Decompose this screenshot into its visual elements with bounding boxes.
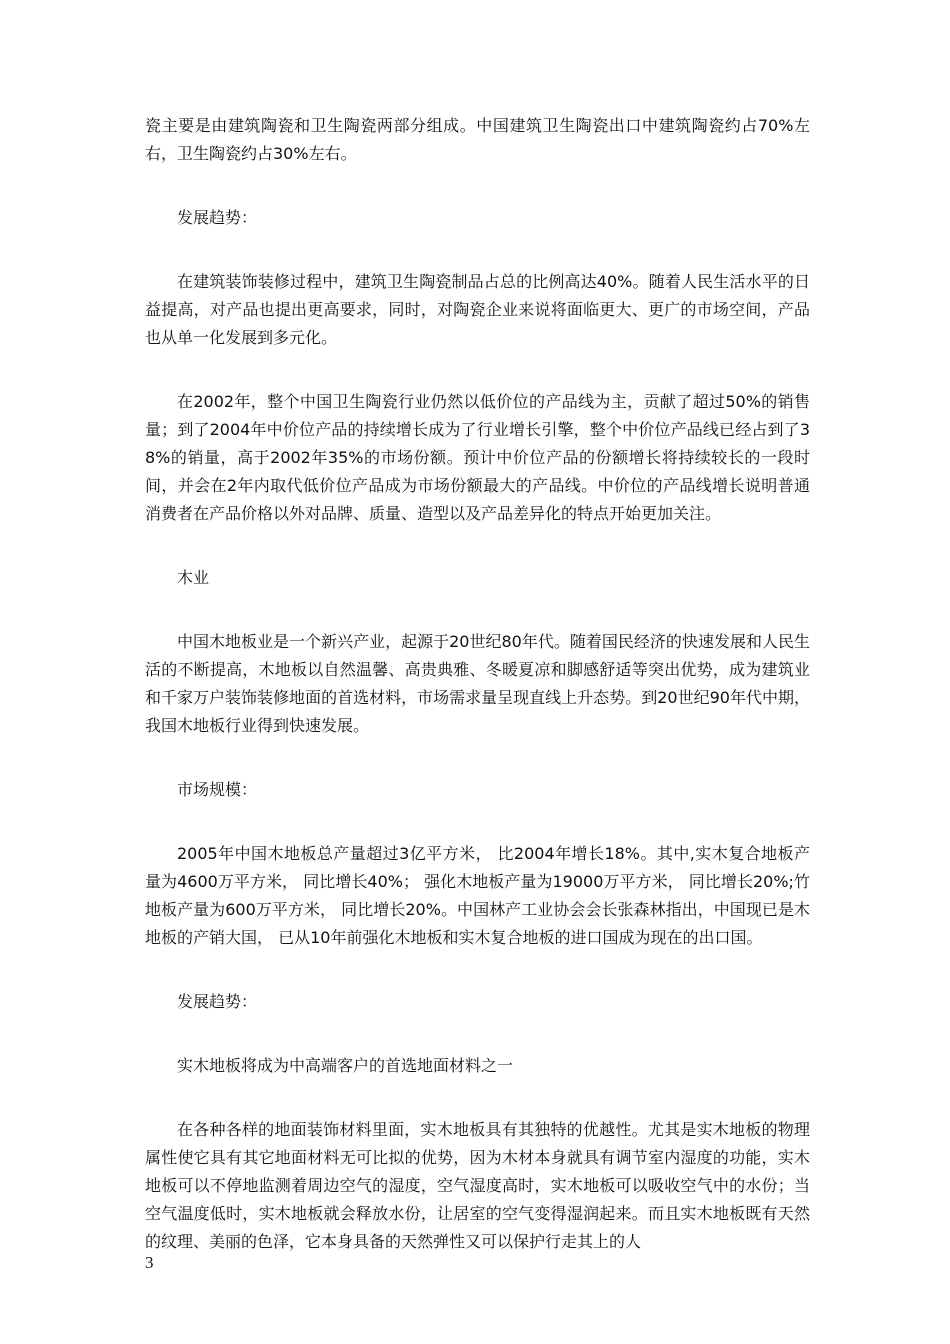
paragraph-solid-wood-advantages: 在各种各样的地面装饰材料里面，实木地板具有其独特的优越性。尤其是实木地板的物理属性使它具有其它地面材料无可比拟的优势，因为木材本身就具有调节室内湿度的功能，实木地板可以不停地监测着周边空气的湿度，空气湿度高时，实木地板可以吸收空气中的水份；当空气温度低时，实木地板就会释放水份，让居室的空气变得湿润起来。而且实木地板既有天然的纹理、美丽的色泽，它本身具备的天然弹性又可以保护行走其上的人 — [145, 1120, 810, 1251]
page-number: 3 — [145, 1253, 154, 1272]
paragraph-wood-floor-output: 2005年中国木地板总产量超过3亿平方米， 比2004年增长18%。其中,实木复合地板产量为4600万平方米， 同比增长40%； 强化木地板产量为19000万平方米， 同比增长20%;竹地板产量为600万平方米， 同比增长20%。中国林产工业协会会长张森林指出，中国现已是木地板的产销大国， 已从10年前强化木地板和实木复合地板的进口国成为现在的出口国。 — [145, 844, 810, 947]
heading-wood-industry: 木业 — [177, 568, 210, 587]
paragraph-ceramics-trend: 在建筑装饰装修过程中，建筑卫生陶瓷制品占总的比例高达40%。随着人民生活水平的日益提高，对产品也提出更高要求，同时，对陶瓷企业来说将面临更大、更广的市场空间，产品也从单一化发展到多元化。 — [145, 272, 810, 347]
document-body — [145, 112, 810, 1256]
paragraph-wood-floor-origin: 中国木地板业是一个新兴产业，起源于20世纪80年代。随着国民经济的快速发展和人民生活的不断提高，木地板以自然温馨、高贵典雅、冬暖夏凉和脚感舒适等突出优势，成为建筑业和千家万户装饰装修地面的首选材料，市场需求量呈现直线上升态势。到20世纪90年代中期，我国木地板行业得到快速发展。 — [145, 632, 810, 735]
paragraph-ceramics-market-share: 在2002年，整个中国卫生陶瓷行业仍然以低价位的产品线为主，贡献了超过50%的销售量；到了2004年中价位产品的持续增长成为了行业增长引擎，整个中价位产品线已经占到了38%的销量，高于2002年35%的市场份额。预计中价位产品的份额增长将持续较长的一段时间，并会在2年内取代低价位产品成为市场份额最大的产品线。中价位的产品线增长说明普通消费者在产品价格以外对品牌、质量、造型以及产品差异化的特点开始更加关注。 — [145, 392, 810, 523]
heading-development-trend-wood: 发展趋势： — [177, 992, 258, 1011]
heading-development-trend-ceramics: 发展趋势： — [177, 208, 258, 227]
subheading-solid-wood-floor: 实木地板将成为中高端客户的首选地面材料之一 — [177, 1056, 514, 1075]
heading-market-scale: 市场规模： — [177, 780, 258, 799]
paragraph-ceramics-composition: 瓷主要是由建筑陶瓷和卫生陶瓷两部分组成。中国建筑卫生陶瓷出口中建筑陶瓷约占70%左右，卫生陶瓷约占30%左右。 — [145, 116, 810, 163]
